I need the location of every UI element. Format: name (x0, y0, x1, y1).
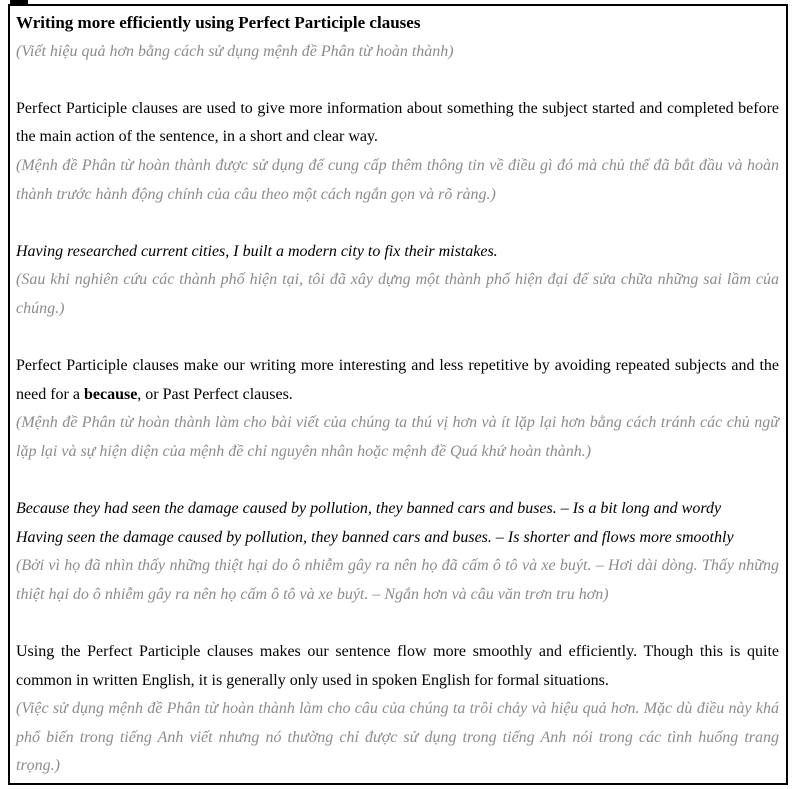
spacer (16, 66, 779, 95)
spacer (16, 467, 779, 496)
benefit-text-before: Perfect Participle clauses make our writing more interesting and less repetitive by avoiding repeated subjects and the need for a (16, 357, 779, 403)
spacer (16, 209, 779, 238)
benefit-paragraph-vi: (Mệnh đề Phân từ hoàn thành làm cho bài viết của chúng ta thú vị hơn và ít lặp lại hơn bằng cách tránh các chủ ngữ lặp lại và sự hiện diện của mệnh đề chỉ nguyên nhân hoặc mệnh đề Quá khứ hoàn thành.) (16, 414, 779, 460)
benefit-paragraph-en (16, 352, 779, 409)
comparison-translation: (Bởi vì họ đã nhìn thấy những thiệt hại do ô nhiễm gây ra nên họ đã cấm ô tô và xe buýt. – Hơi dài dòng. Thấy những thiệt hại do ô nhiễm gây ra nên họ cấm ô tô và xe buýt. – Ngắn hơn và câu văn trơn tru hơn) (16, 557, 779, 603)
because-bold-word: because (83, 385, 138, 403)
benefit-text-after: , or Past Perfect clauses. (137, 385, 293, 403)
example1-sentence: Having researched current cities, I built a modern city to fix their mistakes. (16, 242, 498, 260)
usage-paragraph-vi: (Việc sử dụng mệnh đề Phân từ hoàn thành làm cho câu của chúng ta trôi chảy và hiệu quả hơn. Mặc dù điều này khá phổ biến trong tiếng Anh viết nhưng nó thường chỉ được sử dụng trong tiếng Anh nói trong các tình huống trang trọng.) (16, 700, 779, 775)
spacer (16, 609, 779, 638)
usage-paragraph-en: Using the Perfect Participle clauses makes our sentence flow more smoothly and efficiently. Though this is quite common in written English, it is generally only used in spoken English for formal situations. (16, 643, 779, 689)
spacer (16, 324, 779, 353)
comparison-short-sentence: Having seen the damage caused by pollution, they banned cars and buses. – Is shorter and flows more smoothly (16, 528, 734, 546)
definition-paragraph-vi: (Mệnh đề Phân từ hoàn thành được sử dụng để cung cấp thêm thông tin về điều gì đó mà chủ thể đã bắt đầu và hoàn thành trước hành động chính của câu theo một cách ngắn gọn và rõ ràng.) (16, 156, 779, 203)
example1-translation: (Sau khi nghiên cứu các thành phố hiện tại, tôi đã xây dựng một thành phố hiện đại để sửa chữa những sai lầm của chúng.) (16, 271, 779, 317)
page-title: Writing more efficiently using Perfect Participle clauses (16, 13, 421, 32)
page-title-translation: (Viết hiệu quả hơn bằng cách sử dụng mệnh đề Phân từ hoàn thành) (16, 42, 454, 60)
definition-paragraph-en: Perfect Participle clauses are used to give more information about something the subject started and completed before the main action of the sentence, in a short and clear way. (16, 99, 779, 146)
document-cell (8, 4, 788, 785)
comparison-long-sentence: Because they had seen the damage caused by pollution, they banned cars and buses. – Is a bit long and wordy (16, 500, 722, 518)
